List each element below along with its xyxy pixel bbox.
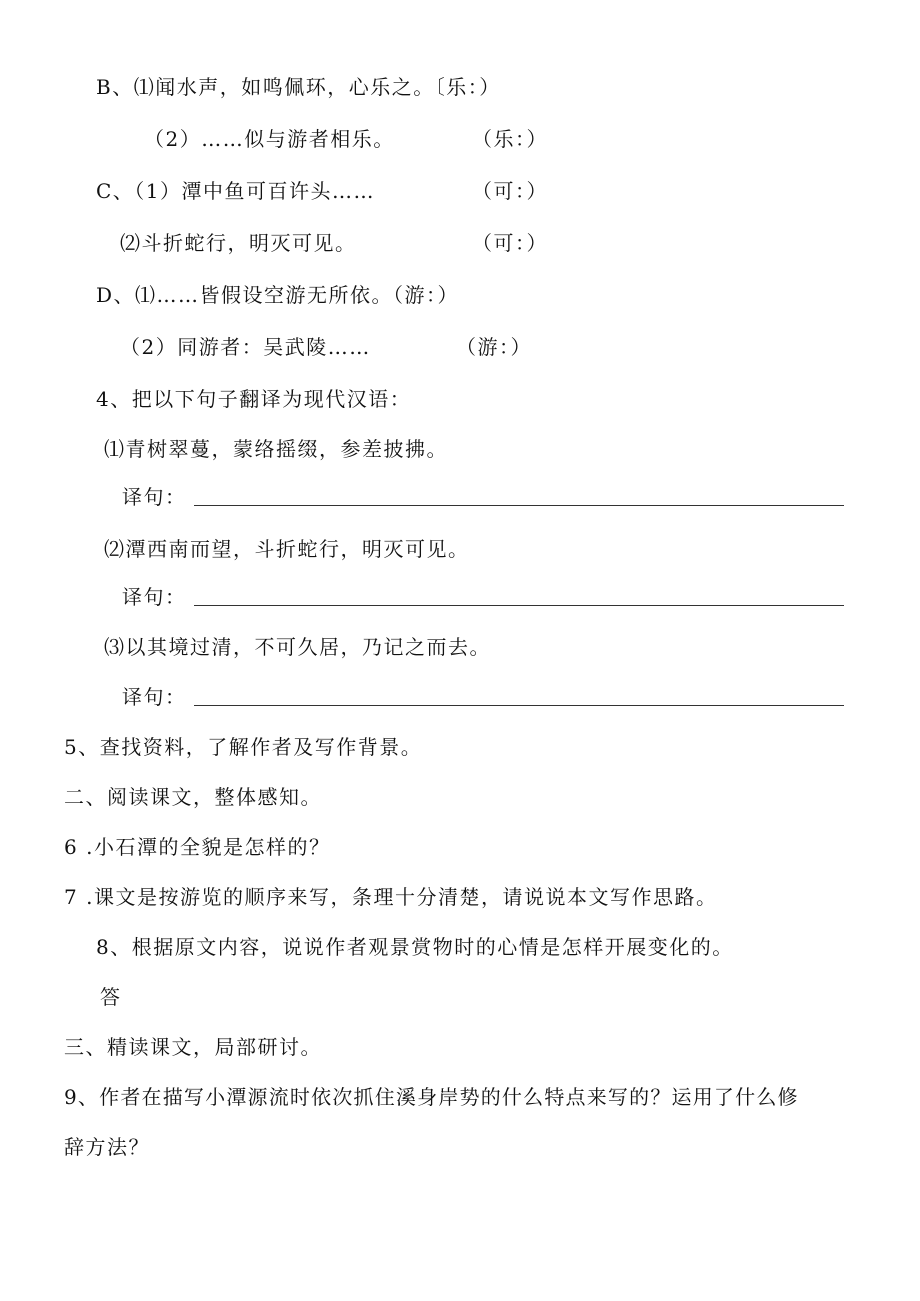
- q4-title: 4、把以下句子翻译为现代汉语：: [96, 387, 412, 411]
- q3-b-line2-text: （2）……似与游者相乐。: [144, 127, 395, 151]
- q3-b-line1: [96, 74, 501, 100]
- q8: 8、根据原文内容，说说作者观景赏物时的心情是怎样开展变化的。: [96, 935, 734, 959]
- q4-item2-answer-line[interactable]: [194, 605, 844, 606]
- q9-line1: 9、作者在描写小潭源流时依次抓住溪身岸势的什么特点来写的？运用了什么修: [64, 1085, 799, 1109]
- q4-item3-label: 译句：: [122, 685, 187, 709]
- q3-b-line2-hint: （乐：）: [472, 127, 548, 151]
- q4-item1-label: 译句：: [122, 485, 187, 509]
- q3-c-line2-text: ⑵斗折蛇行，明灭可见。: [120, 231, 357, 255]
- q4-item1-answer-line[interactable]: [194, 505, 844, 506]
- q4-item2-label: 译句：: [122, 585, 187, 609]
- q3-d-line2-text: （2）同游者：吴武陵……: [120, 335, 371, 359]
- q4-item3-answer-line[interactable]: [194, 705, 844, 706]
- q4-item2-sentence: ⑵潭西南而望，斗折蛇行，明灭可见。: [104, 537, 470, 561]
- q3-b-line1-hint: 〔乐：）: [434, 75, 501, 99]
- q4-item1-sentence: ⑴青树翠蔓，蒙络摇缀，参差披拂。: [104, 437, 448, 461]
- q3-b-line1-text: B、⑴闻水声，如鸣佩环，心乐之。: [96, 75, 435, 99]
- q9-line2: 辞方法？: [64, 1135, 150, 1159]
- q4-item3-sentence: ⑶以其境过清，不可久居，乃记之而去。: [104, 635, 491, 659]
- q3-d-line2-hint: （游：）: [456, 335, 532, 359]
- q8-answer-label: 答: [100, 985, 122, 1009]
- q3-c-line1-hint: （可：）: [472, 179, 548, 203]
- q3-c-line2-hint: （可：）: [472, 231, 548, 255]
- q5: 5、查找资料，了解作者及写作背景。: [64, 735, 423, 759]
- q3-b-line2: [144, 126, 395, 152]
- section-2-heading: 二、阅读课文，整体感知。: [64, 785, 322, 809]
- q3-d-line1-text: D、⑴……皆假设空游无所依。: [96, 283, 394, 307]
- q3-c-line1-text: C、（1）潭中鱼可百许头……: [96, 179, 376, 203]
- q6: 6 .小石潭的全貌是怎样的？: [64, 835, 331, 859]
- q3-d-line1: [96, 282, 459, 308]
- q7: 7 .课文是按游览的顺序来写，条理十分清楚，请说说本文写作思路。: [64, 885, 718, 909]
- q3-d-line1-hint: （游：）: [393, 283, 460, 307]
- section-3-heading: 三、精读课文，局部研讨。: [64, 1035, 322, 1059]
